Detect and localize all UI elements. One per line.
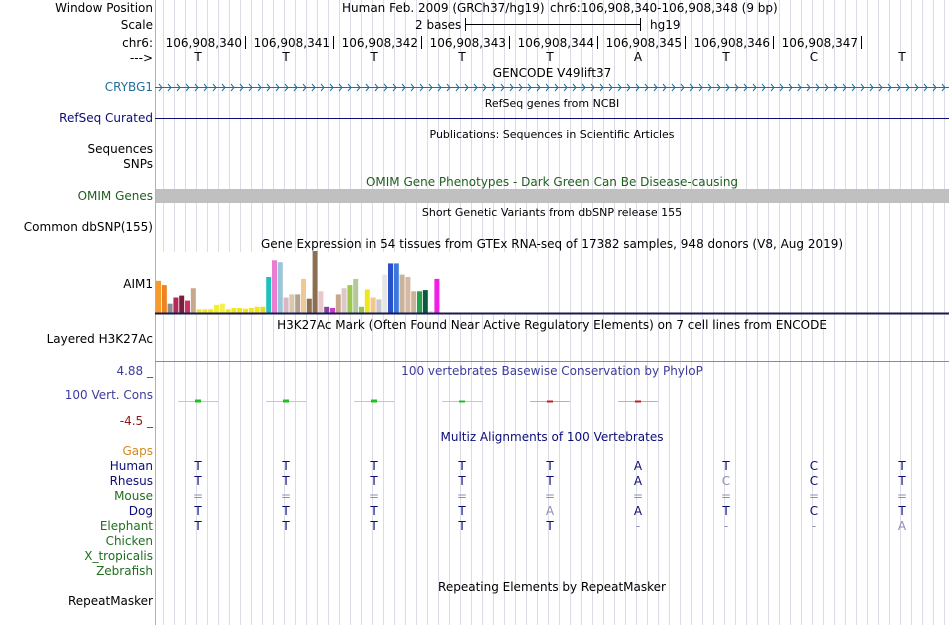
reference-base: T <box>898 50 906 64</box>
phylop-score <box>283 400 289 403</box>
dbsnp-track-label[interactable]: Common dbSNP(155) <box>23 220 153 234</box>
omim-track-label[interactable]: OMIM Genes <box>77 189 153 203</box>
repeatmasker-track-label[interactable]: RepeatMasker <box>67 594 153 608</box>
refseq-track-title[interactable]: RefSeq genes from NCBI <box>484 97 620 110</box>
reference-base: C <box>809 50 819 64</box>
alignment-base: T <box>898 459 906 473</box>
gtex-bar <box>400 275 405 313</box>
gtex-bar <box>330 308 335 313</box>
gtex-bar <box>301 279 306 313</box>
coord-label: 106,908,343 <box>429 36 506 50</box>
omim-track-title[interactable]: OMIM Gene Phenotypes - Dark Green Can Be Disease-causing <box>365 175 739 189</box>
gtex-bar <box>208 309 213 313</box>
gtex-bar <box>220 304 225 313</box>
species-label-mouse[interactable]: Mouse <box>114 489 153 503</box>
alignment-base: T <box>282 459 290 473</box>
refseq-track-label[interactable]: RefSeq Curated <box>59 111 153 125</box>
alignment-base: - <box>635 519 641 533</box>
gtex-bar <box>168 304 173 313</box>
phylop-score <box>459 401 465 403</box>
alignment-base: = <box>456 489 468 503</box>
gtex-bar <box>324 307 329 313</box>
phylop-track-label[interactable]: 100 Vert. Cons <box>64 388 153 402</box>
alignment-base: C <box>721 474 731 488</box>
multiz-track-title[interactable]: Multiz Alignments of 100 Vertebrates <box>440 430 664 444</box>
gtex-bar <box>295 294 300 313</box>
alignment-base: T <box>194 519 202 533</box>
alignment-base: = <box>808 489 820 503</box>
coord-label: 106,908,340 <box>165 36 242 50</box>
h3k27ac-track-label[interactable]: Layered H3K27Ac <box>46 332 153 346</box>
gtex-bar <box>434 279 439 313</box>
sequences-track-label[interactable]: Sequences <box>87 142 153 156</box>
reference-base: T <box>546 50 554 64</box>
alignment-base: C <box>809 474 819 488</box>
species-label-rhesus[interactable]: Rhesus <box>109 474 153 488</box>
gtex-bar <box>197 309 202 313</box>
gtex-bar <box>417 291 422 313</box>
alignment-base: T <box>546 459 554 473</box>
alignment-base: = <box>544 489 556 503</box>
alignment-base: T <box>370 459 378 473</box>
species-label-human[interactable]: Human <box>109 459 153 473</box>
phylop-track-title[interactable]: 100 vertebrates Basewise Conservation by PhyloP <box>401 364 703 378</box>
coord-label: 106,908,345 <box>605 36 682 50</box>
gtex-bar <box>382 275 387 313</box>
alignment-base: T <box>194 459 202 473</box>
alignment-base: T <box>194 504 202 518</box>
gaps-track-label[interactable]: Gaps <box>122 444 153 458</box>
reference-base: T <box>194 50 202 64</box>
alignment-base: T <box>282 519 290 533</box>
gencode-track-title[interactable]: GENCODE V49lift37 <box>492 66 612 80</box>
gtex-bar <box>156 281 161 313</box>
alignment-base: C <box>809 459 819 473</box>
coord-label: 106,908,344 <box>517 36 594 50</box>
species-label-elephant[interactable]: Elephant <box>99 519 153 533</box>
alignment-base: - <box>811 519 817 533</box>
alignment-base: A <box>633 504 643 518</box>
gtex-bar <box>278 262 283 313</box>
window-position-value: chr6:106,908,340-106,908,348 (9 bp) <box>550 1 778 15</box>
reference-base: T <box>458 50 466 64</box>
gtex-bar <box>336 294 341 313</box>
gtex-bar <box>307 299 312 313</box>
coord-label: 106,908,341 <box>253 36 330 50</box>
alignment-base: T <box>722 459 730 473</box>
chrom-label: chr6: <box>122 36 153 50</box>
window-position-label: Window Position <box>55 1 153 15</box>
alignment-base: A <box>545 504 555 518</box>
phylop-score <box>371 400 377 403</box>
gtex-bar <box>226 309 231 313</box>
crybg1-track-label[interactable]: CRYBG1 <box>104 80 153 94</box>
species-label-x_tropicalis[interactable]: X_tropicalis <box>84 549 153 563</box>
gtex-bar <box>243 309 248 313</box>
alignment-base: T <box>370 519 378 533</box>
gtex-bar <box>266 277 271 313</box>
reference-base: A <box>633 50 643 64</box>
gtex-bar <box>191 288 196 313</box>
alignment-base: T <box>458 459 466 473</box>
alignment-base: = <box>280 489 292 503</box>
alignment-base: T <box>898 504 906 518</box>
gtex-bar <box>342 288 347 313</box>
phylop-score <box>635 401 641 403</box>
alignment-base: A <box>897 519 907 533</box>
alignment-base: T <box>458 519 466 533</box>
gtex-bar <box>353 279 358 313</box>
alignment-base: = <box>720 489 732 503</box>
phylop-max-label: 4.88 _ <box>116 364 153 378</box>
assembly-name: Human Feb. 2009 (GRCh37/hg19) <box>342 1 545 15</box>
gtex-bar <box>423 290 428 313</box>
alignment-base: = <box>632 489 644 503</box>
scale-label: Scale <box>120 18 153 32</box>
alignment-base: T <box>898 474 906 488</box>
gtex-bar <box>405 277 410 313</box>
alignment-base: T <box>282 504 290 518</box>
species-label-zebrafish[interactable]: Zebrafish <box>96 564 153 578</box>
gtex-bar <box>347 285 352 313</box>
aim1-track-label[interactable]: AIM1 <box>123 277 153 291</box>
gtex-bar <box>394 263 399 313</box>
gtex-bar <box>202 309 207 313</box>
gtex-bar <box>371 298 376 314</box>
alignment-base: T <box>722 504 730 518</box>
phylop-score <box>547 401 553 403</box>
species-label-chicken[interactable]: Chicken <box>105 534 153 548</box>
alignment-base: T <box>458 504 466 518</box>
alignment-base: C <box>809 504 819 518</box>
alignment-base: T <box>194 474 202 488</box>
gtex-bar <box>260 307 265 313</box>
alignment-base: T <box>370 474 378 488</box>
alignment-base: T <box>546 474 554 488</box>
gtex-bar <box>272 260 277 313</box>
coord-label: 106,908,346 <box>693 36 770 50</box>
alignment-base: A <box>633 474 643 488</box>
gtex-bar <box>365 289 370 313</box>
coord-label: 106,908,342 <box>341 36 418 50</box>
gtex-background <box>156 252 538 313</box>
gtex-bar <box>179 296 184 313</box>
gtex-bar <box>284 298 289 314</box>
gtex-bar <box>231 308 236 313</box>
publications-track-title[interactable]: Publications: Sequences in Scientific Articles <box>429 128 675 141</box>
scale-db: hg19 <box>650 18 681 32</box>
omim-gene-bar <box>156 189 949 203</box>
gtex-bar <box>388 263 393 313</box>
reference-base: T <box>370 50 378 64</box>
alignment-base: T <box>370 504 378 518</box>
h3k27ac-track-title[interactable]: H3K27Ac Mark (Often Found Near Active Regulatory Elements) on 7 cell lines from ENCODE <box>277 318 827 332</box>
alignment-base: = <box>368 489 380 503</box>
repeatmasker-track-title[interactable]: Repeating Elements by RepeatMasker <box>438 580 666 594</box>
gtex-bar <box>318 291 323 313</box>
alignment-base: - <box>723 519 729 533</box>
scale-bases: 2 bases <box>415 18 462 32</box>
gtex-bar <box>162 285 167 313</box>
snps-track-label[interactable]: SNPs <box>123 157 153 171</box>
coord-label: 106,908,347 <box>781 36 858 50</box>
reference-base: T <box>722 50 730 64</box>
gtex-bar <box>173 298 178 314</box>
strand-label: ---> <box>129 51 153 65</box>
dbsnp-track-title[interactable]: Short Genetic Variants from dbSNP release 155 <box>421 206 683 219</box>
phylop-score <box>195 400 201 403</box>
species-label-dog[interactable]: Dog <box>128 504 153 518</box>
gtex-bar <box>185 301 190 313</box>
gtex-bar <box>411 291 416 313</box>
gtex-bar <box>313 251 318 313</box>
gtex-track-title[interactable]: Gene Expression in 54 tissues from GTEx RNA-seq of 17382 samples, 948 donors (V8, Aug 2019) <box>260 237 844 251</box>
reference-base: T <box>282 50 290 64</box>
alignment-base: A <box>633 459 643 473</box>
alignment-base: = <box>896 489 908 503</box>
gtex-bar <box>255 307 260 313</box>
alignment-base: = <box>192 489 204 503</box>
gtex-bar <box>376 299 381 313</box>
gtex-bar <box>249 308 254 313</box>
gtex-bar <box>289 294 294 313</box>
gtex-bar <box>237 308 242 313</box>
alignment-base: T <box>546 519 554 533</box>
phylop-min-label: -4.5 _ <box>119 414 153 428</box>
gtex-bar <box>214 305 219 313</box>
alignment-base: T <box>458 474 466 488</box>
alignment-base: T <box>282 474 290 488</box>
gtex-bar <box>359 307 364 313</box>
